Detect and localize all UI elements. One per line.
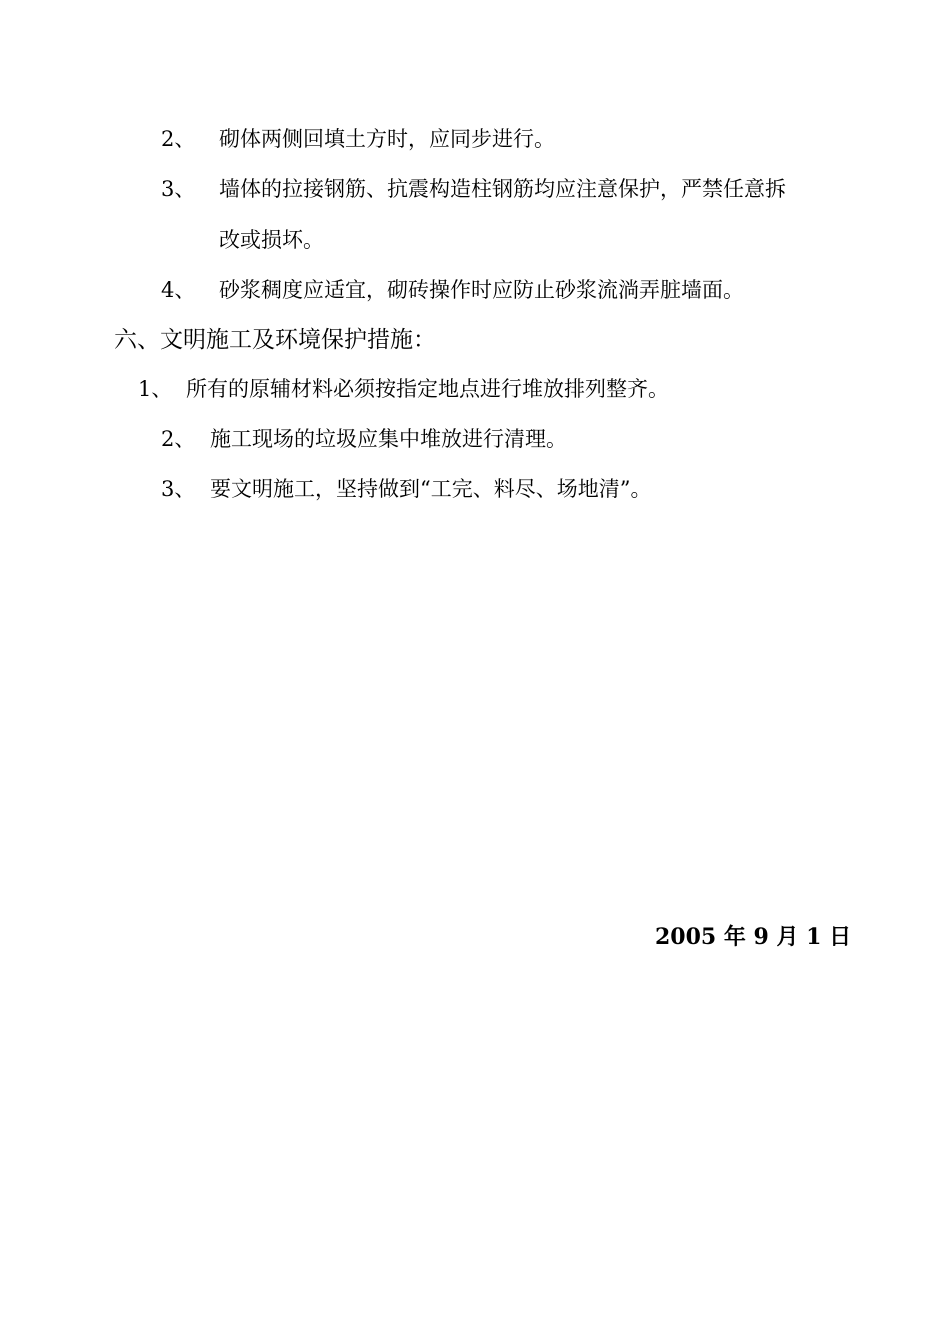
list-item-number: 3、 [161,177,196,201]
list-item-number: 1、 [138,377,173,401]
list-item-text: 施工现场的垃圾应集中堆放进行清理。 [210,427,567,451]
section-heading: 六、文明施工及环境保护措施： [114,327,436,353]
document-date: 2005 年 9 月 1 日 [655,924,852,950]
list-item-number: 2、 [161,127,196,151]
list-item-text: 墙体的拉接钢筋、抗震构造柱钢筋均应注意保护，严禁任意拆 [219,177,786,201]
list-item-number: 4、 [161,278,196,302]
list-item-number: 3、 [161,477,196,501]
list-item-text: 要文明施工，坚持做到“工完、料尽、场地清”。 [210,477,652,501]
list-item-text: 砌体两侧回填土方时，应同步进行。 [219,127,555,151]
list-item-text: 所有的原辅材料必须按指定地点进行堆放排列整齐。 [186,377,669,401]
list-item-continuation-text: 改或损坏。 [219,228,324,252]
list-item-text: 砂浆稠度应适宜，砌砖操作时应防止砂浆流淌弄脏墙面。 [219,278,744,302]
list-item-number: 2、 [161,427,196,451]
